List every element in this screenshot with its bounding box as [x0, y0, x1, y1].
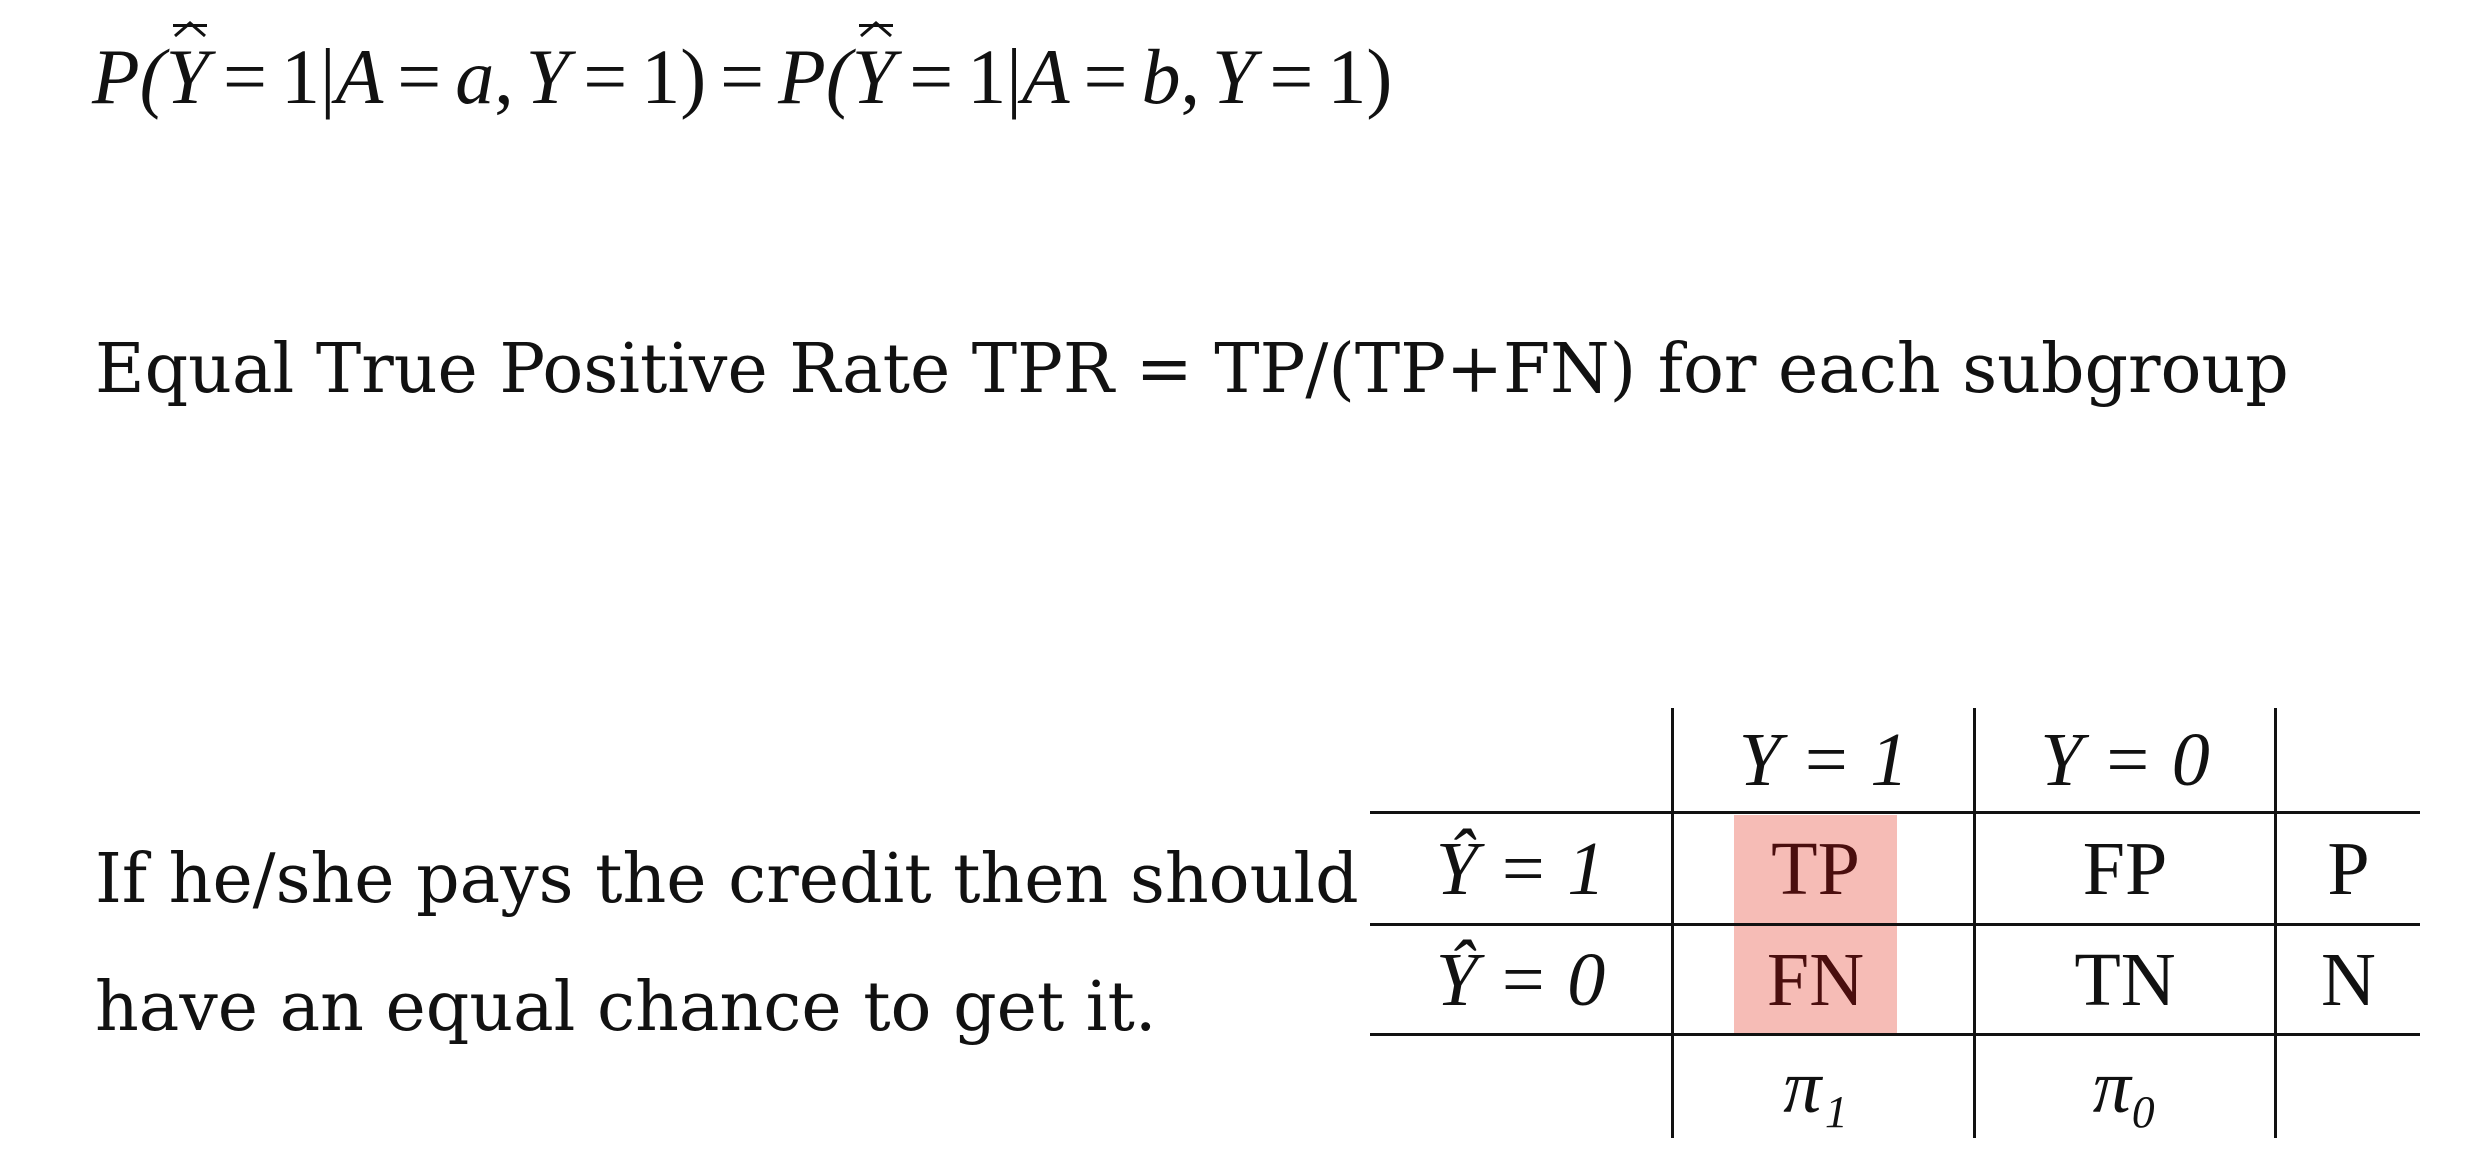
cell-fp: FP: [2082, 826, 2168, 911]
footer-pi0: π₀: [2092, 1045, 2158, 1129]
cell-tp: TP: [1771, 826, 1860, 911]
formula-value: 1|: [967, 33, 1022, 120]
formula-value: 1|: [281, 33, 336, 120]
formula-eq: =: [397, 33, 442, 120]
formula-group-b: b: [1141, 33, 1181, 120]
hat-icon: [173, 20, 207, 38]
formula-lhs-yhat: Y: [166, 22, 209, 132]
cell-fn: FN: [1766, 937, 1865, 1022]
formula-rhs-yhat: Y: [852, 22, 895, 132]
formula-var-a: A: [1021, 33, 1070, 120]
formula-middle-eq: =: [720, 33, 765, 120]
formula-comma: ,: [1180, 33, 1200, 120]
formula-eq: =: [1269, 33, 1314, 120]
footer-pi1: π₁: [1783, 1045, 1848, 1129]
formula-lhs-p: P(: [92, 33, 166, 120]
formula-eq: =: [909, 33, 954, 120]
formula-eq: =: [1083, 33, 1128, 120]
col-header-y1: Y = 1: [1738, 717, 1909, 802]
confusion-matrix: [1370, 708, 2420, 1138]
formula-rhs-p: P(: [778, 33, 852, 120]
formula-var-y: Y: [525, 33, 570, 120]
formula-close: 1): [1327, 33, 1393, 120]
formula-comma: ,: [494, 33, 514, 120]
cell-tn: TN: [2074, 937, 2176, 1022]
formula-var-a: A: [335, 33, 384, 120]
formula-eq: =: [223, 33, 268, 120]
cell-n: N: [2321, 937, 2376, 1022]
formula-var-y: Y: [1211, 33, 1256, 120]
credit-text-line-1: If he/she pays the credit then should: [95, 840, 1359, 919]
formula-close: 1): [641, 33, 707, 120]
cell-p: P: [2327, 826, 2370, 911]
fairness-formula: [92, 22, 1392, 132]
col-header-y0: Y = 0: [2040, 717, 2210, 802]
hat-icon: [859, 20, 893, 38]
row-header-yhat0: Ŷ = 0: [1435, 937, 1606, 1022]
tpr-definition: Equal True Positive Rate TPR = TP/(TP+FN) for each subgroup: [95, 330, 2289, 409]
formula-group-a: a: [455, 33, 495, 120]
credit-text-line-2: have an equal chance to get it.: [95, 968, 1157, 1047]
formula-eq: =: [583, 33, 628, 120]
row-header-yhat1: Ŷ = 1: [1435, 826, 1606, 911]
